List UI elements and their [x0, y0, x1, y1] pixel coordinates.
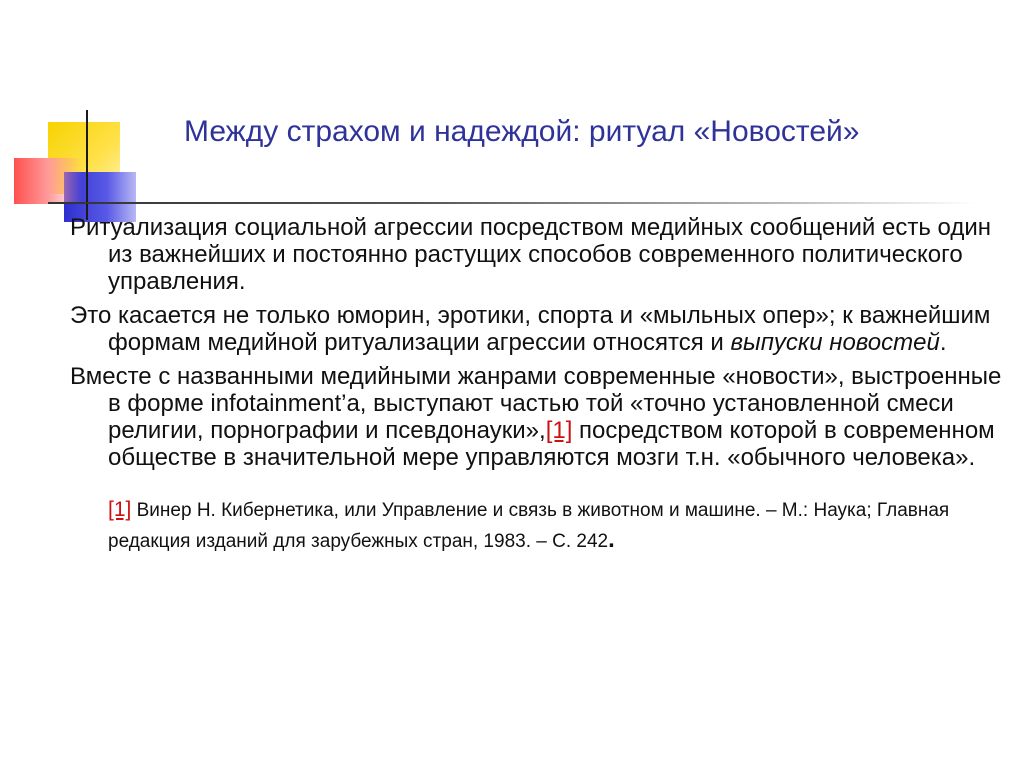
- paragraph-2: [70, 302, 1010, 356]
- red-square-decoration: [14, 158, 82, 204]
- footnote-ref-link[interactable]: [1]: [545, 417, 573, 444]
- paragraph-1-text: Ритуализация социальной агрессии посредством медийных сообщений есть один из важнейших и постоянно растущих способов современного политического управления.: [70, 214, 991, 295]
- slide-body: [70, 214, 1010, 556]
- footnote: [70, 495, 1010, 556]
- footnote-backref-link[interactable]: [1]: [108, 498, 132, 521]
- title-underline: [48, 202, 976, 204]
- paragraph-2-emphasis: выпуски новостей: [730, 329, 940, 356]
- paragraph-1: [70, 214, 1010, 295]
- paragraph-2-end: .: [939, 329, 947, 356]
- paragraph-3-text: Вместе с названными медийными жанрами современные «новости», выстроенные в форме infotainment’а, выступают частью той «точно установленной смеси религии, порнографии и псевдонауки»,: [70, 363, 1002, 444]
- decorative-logo: [0, 0, 180, 240]
- footnote-text: Винер Н. Кибернетика, или Управление и связь в животном и машине. – М.: Наука; Главная редакция изданий для зарубежных стран, 1983. – С. 242: [108, 500, 950, 552]
- paragraph-3: [70, 363, 1010, 471]
- footnote-end: .: [608, 526, 615, 553]
- slide-title: Между страхом и надеждой: ритуал «Новостей»: [184, 115, 860, 148]
- paragraph-2-text: Это касается не только юморин, эротики, спорта и «мыльных опер»; к важнейшим формам медийной ритуализации агрессии относятся и: [70, 302, 991, 356]
- paragraph-3-end: посредством которой в современном обществе в значительной мере управляются мозги т.н. «обычного человека».: [108, 417, 995, 471]
